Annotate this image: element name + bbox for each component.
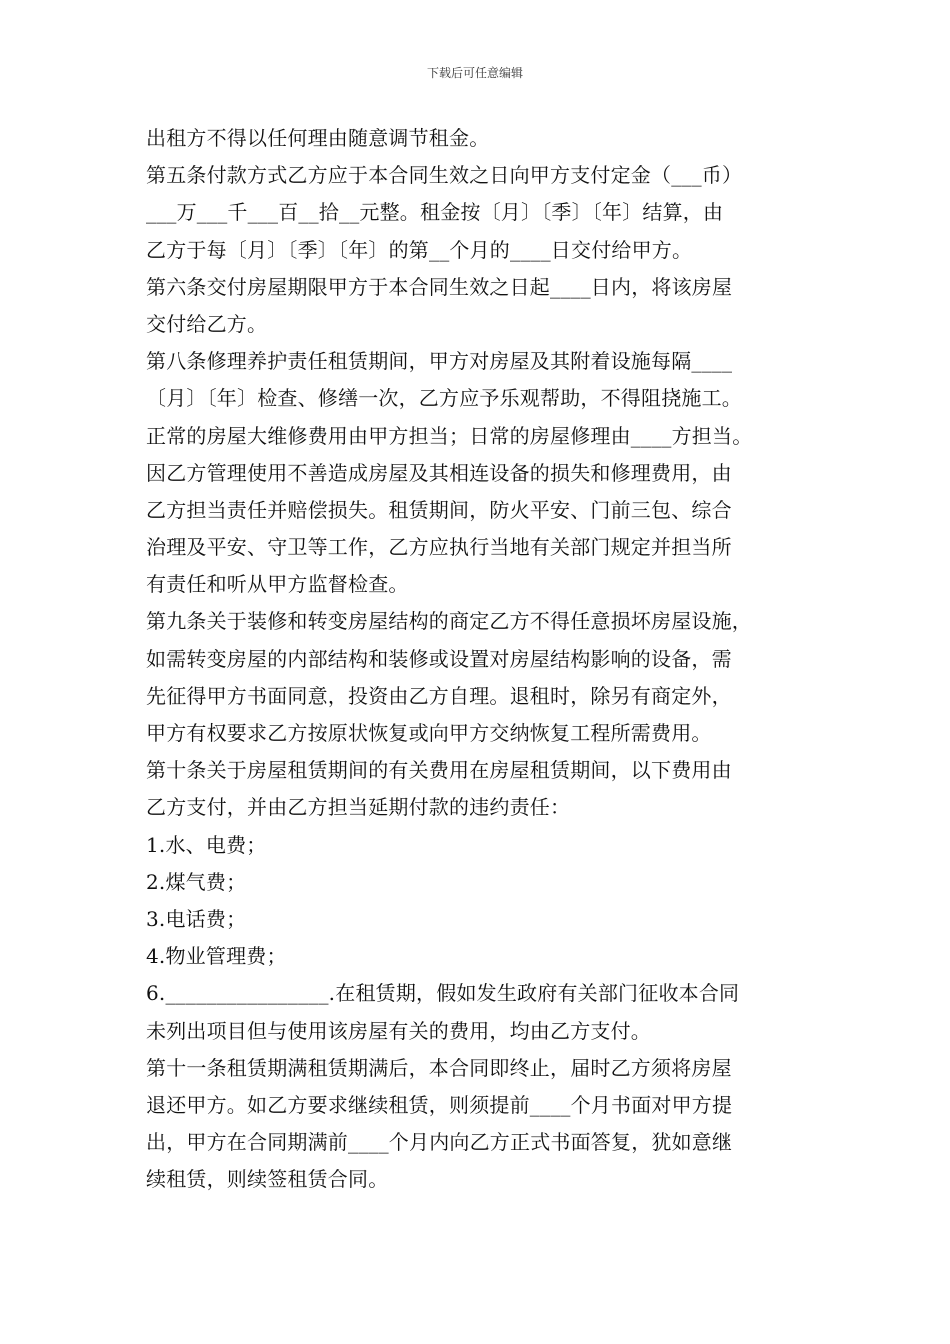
text-line: 乙方担当责任并赔偿损失。租赁期间，防火平安、门前三包、综合 <box>146 497 732 522</box>
text-line: 甲方有权要求乙方按原状恢复或向甲方交纳恢复工程所需费用。 <box>146 721 712 745</box>
text-line: 出，甲方在合同期满前____个月内向乙方正式书面答复，犹如意继 <box>146 1130 733 1155</box>
text-line: 第五条付款方式乙方应于本合同生效之日向甲方支付定金（___币） <box>146 163 743 188</box>
text-line: 4.物业管理费； <box>146 944 287 969</box>
text-line: 先征得甲方书面同意，投资由乙方自理。退租时，除另有商定外， <box>146 683 732 708</box>
text-line: 有责任和听从甲方监督检查。 <box>146 572 409 597</box>
text-line: 〔月〕〔年〕检查、修缮一次，乙方应予乐观帮助，不得阻挠施工。 <box>146 386 742 411</box>
text-line: 治理及平安、守卫等工作，乙方应执行当地有关部门规定并担当所 <box>146 535 732 560</box>
text-line: 1.水、电费； <box>146 832 267 857</box>
text-line: 正常的房屋大维修费用由甲方担当；日常的房屋修理由____方担当。 <box>146 423 753 448</box>
text-line: 第六条交付房屋期限甲方于本合同生效之日起____日内，将该房屋 <box>146 274 733 299</box>
text-line: ___万___千___百__拾__元整。租金按〔月〕〔季〕〔年〕结算，由 <box>146 200 724 225</box>
text-line: 退还甲方。如乙方要求继续租赁，则须提前____个月书面对甲方提 <box>146 1092 733 1117</box>
text-line: 因乙方管理使用不善造成房屋及其相连设备的损失和修理费用，由 <box>146 460 732 485</box>
text-line: 乙方支付，并由乙方担当延期付款的违约责任： <box>146 795 571 820</box>
text-line: 出租方不得以任何理由随意调节租金。 <box>146 126 490 150</box>
text-line: 乙方于每〔月〕〔季〕〔年〕的第__个月的____日交付给甲方。 <box>146 237 693 262</box>
text-line: 交付给乙方。 <box>146 311 268 336</box>
text-line: 第八条修理养护责任租赁期间，甲方对房屋及其附着设施每隔____ <box>146 349 733 374</box>
text-line: 未列出项目但与使用该房屋有关的费用，均由乙方支付。 <box>146 1018 651 1043</box>
text-line: 续租赁，则续签租赁合同。 <box>146 1167 389 1192</box>
page-header: 下载后可任意编辑 <box>426 66 523 80</box>
text-line: 第十条关于房屋租赁期间的有关费用在房屋租赁期间，以下费用由 <box>146 758 732 783</box>
text-line: 2.煤气费； <box>146 869 247 894</box>
text-line: 3.电话费； <box>146 906 247 931</box>
text-line: 第九条关于装修和转变房屋结构的商定乙方不得任意损坏房屋设施， <box>146 609 752 634</box>
contract-body <box>146 120 836 1198</box>
text-line: 如需转变房屋的内部结构和装修或设置对房屋结构影响的设备，需 <box>146 646 732 671</box>
text-line: 第十一条租赁期满租赁期满后，本合同即终止，届时乙方须将房屋 <box>146 1055 732 1080</box>
text-line: 6.________________.在租赁期，假如发生政府有关部门征收本合同 <box>146 981 740 1006</box>
